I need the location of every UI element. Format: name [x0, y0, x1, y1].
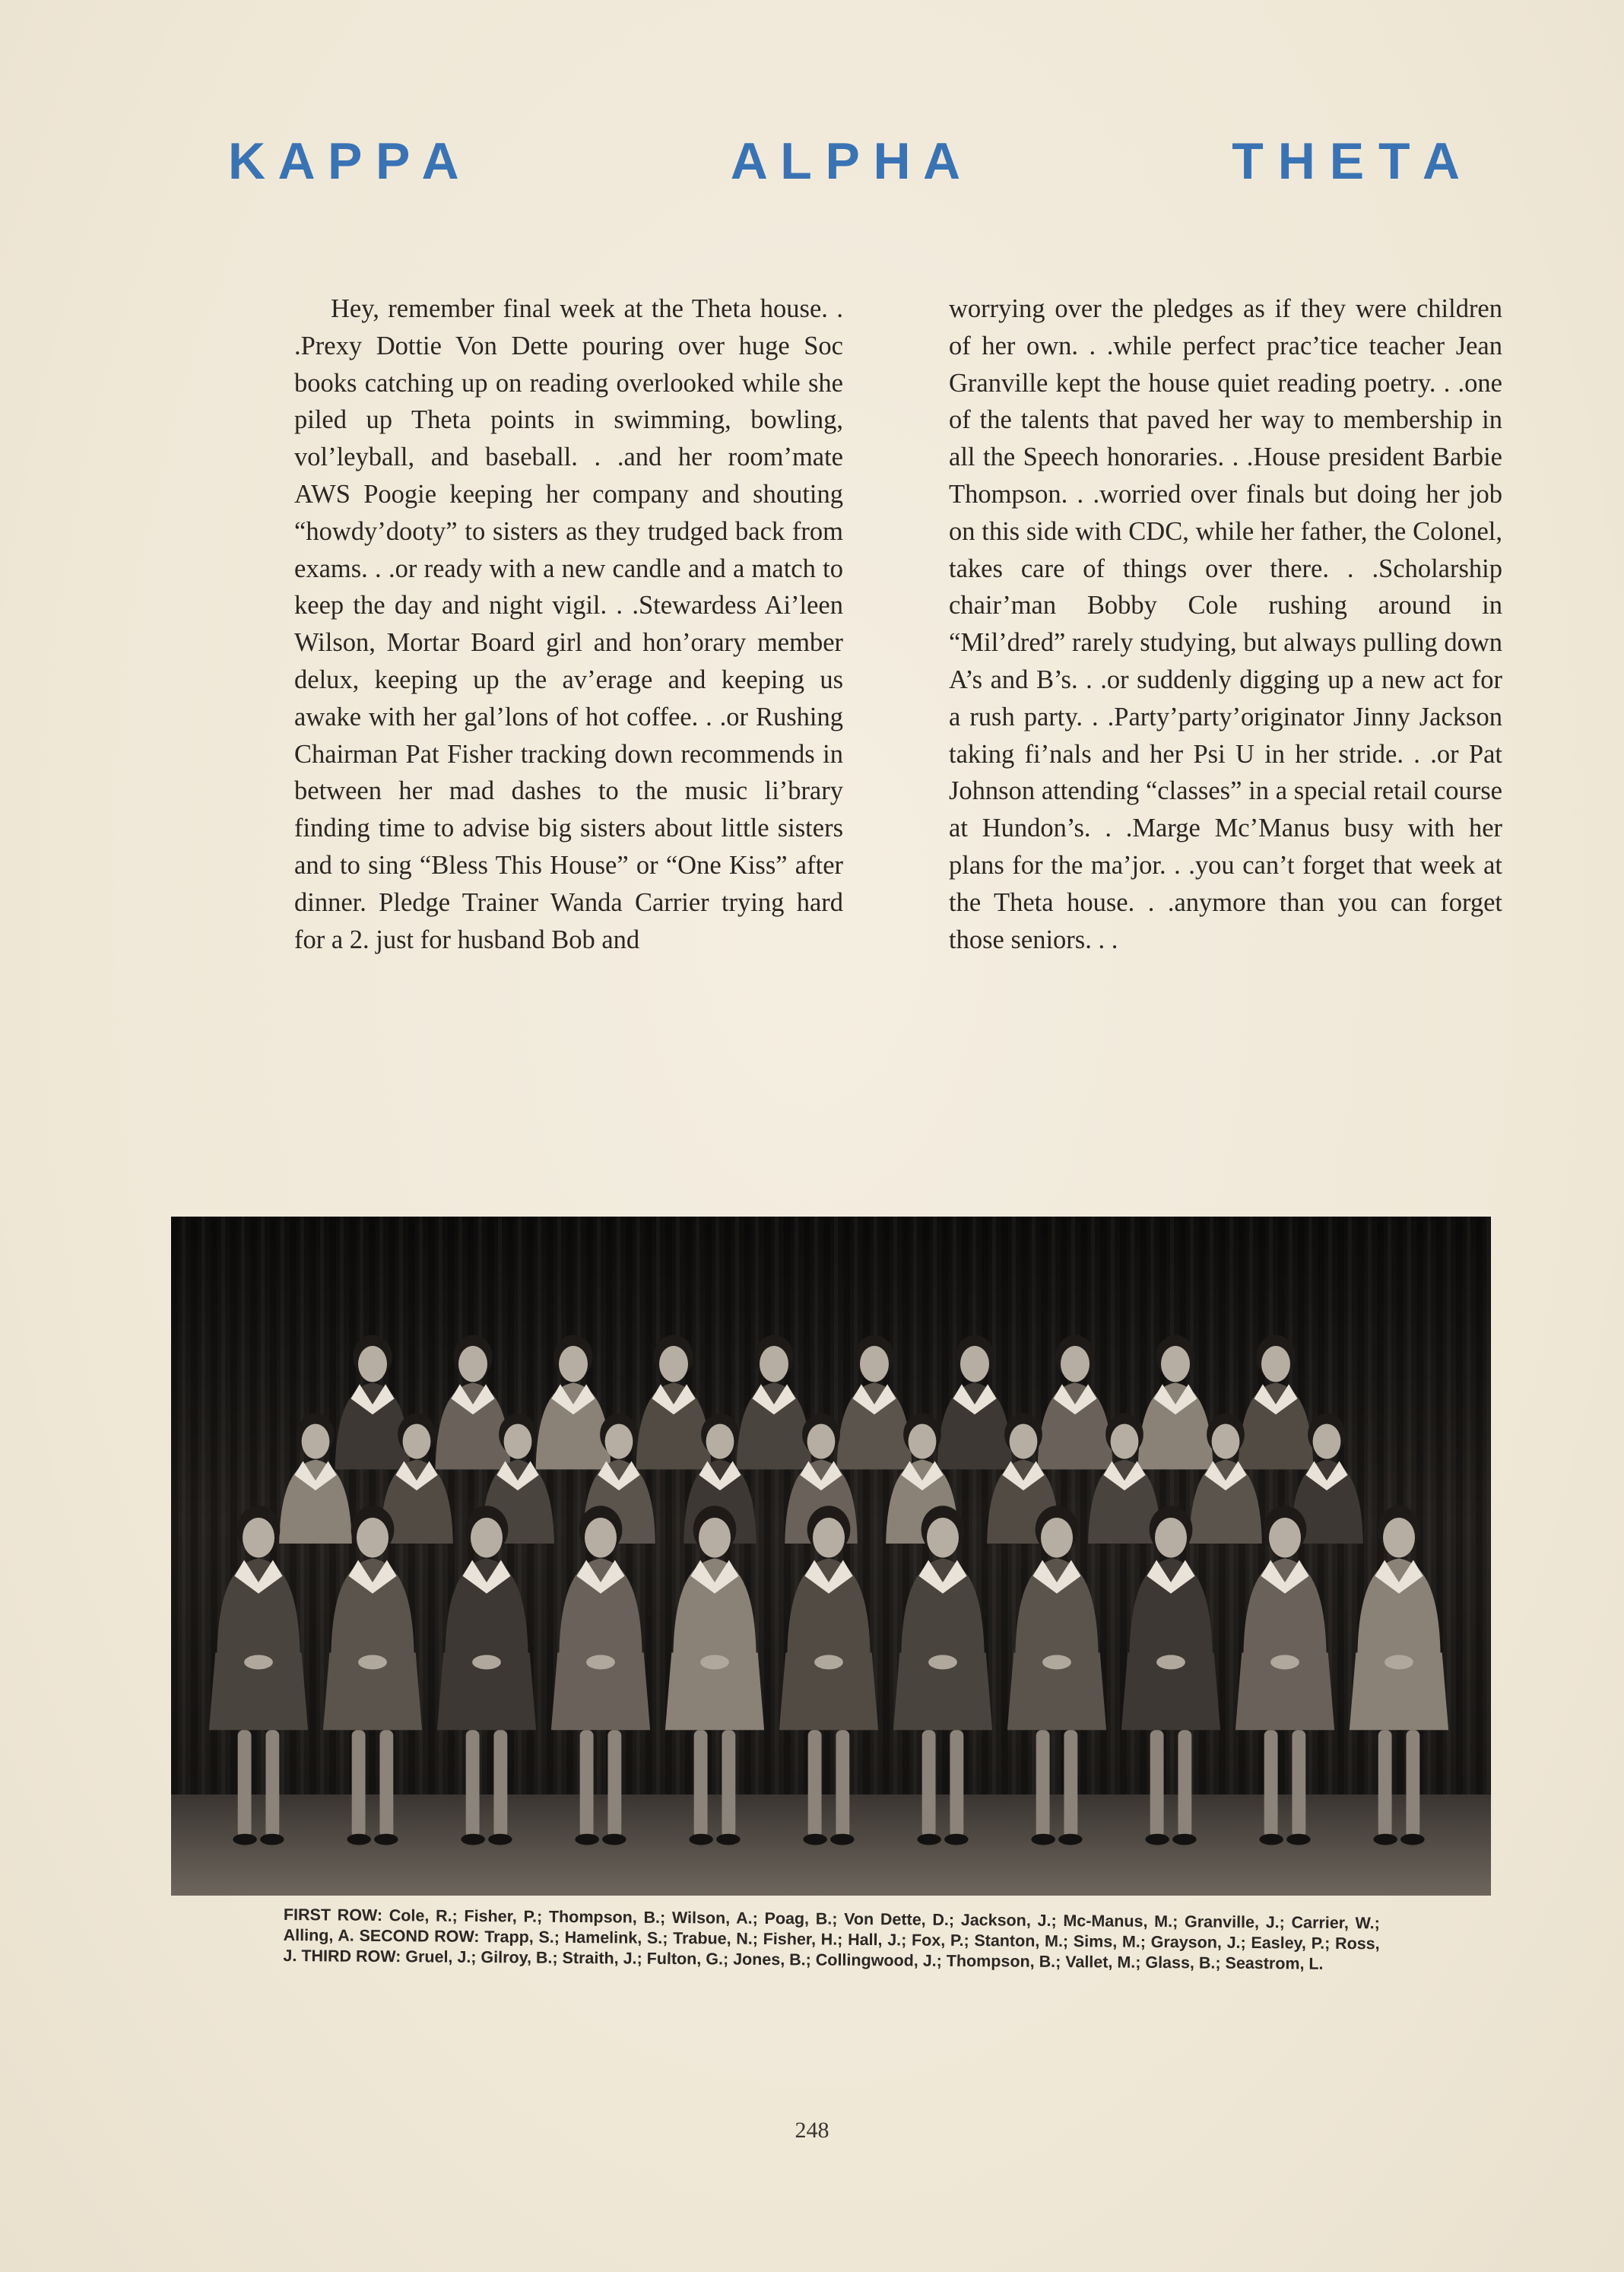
group-photo	[171, 1217, 1491, 1896]
page-title	[228, 132, 1460, 190]
group-photo-illustration	[171, 1217, 1491, 1896]
photo-caption: FIRST ROW: Cole, R.; Fisher, P.; Thompson, B.; Wilson, A.; Poag, B.; Von Dette, D.; Jackson, J.; Mc-Manus, M.; Granville, J.; Carrier, W.; Alling, A. SECOND ROW: Trapp, S.; Hamelink, S.; Trabue, N.; Fisher, H.; Hall, J.; Fox, P.; Stanton, M.; Sims, M.; Grayson, J.; Easley, P.; Ross, J. THIRD ROW: Gruel, J.; Gilroy, B.; Straith, J.; Fulton, G.; Jones, B.; Collingwood, J.; Thompson, B.; Vallet, M.; Glass, B.; Seastrom, L.	[283, 1905, 1380, 1973]
left-text-column: Hey, remember final week at the Theta house. . .Prexy Dottie Von Dette pouring over huge Soc books catching up on reading overlooked while she piled up Theta points in swimming, bowling, vol’leyball, and baseball. . .and her room’mate AWS Poogie keeping her company and shouting “howdy’dooty” to sisters as they trudged back from exams. . .or ready with a new candle and a match to keep the day and night vigil. . .Stewardess Ai’leen Wilson, Mortar Board girl and hon’orary member delux, keeping up the av’erage and keeping us awake with her gal’lons of hot coffee. . .or Rushing Chairman Pat Fisher tracking down recommends in between her mad dashes to the music li’brary finding time to advise big sisters about little sisters and to sing “Bless This House” or “One Kiss” after dinner. Pledge Trainer Wanda Carrier trying hard for a 2. just for husband Bob and	[294, 294, 843, 954]
title-word-theta: T H E T A	[1232, 132, 1460, 190]
title-word-kappa: K A P P A	[228, 132, 459, 190]
right-text-column: worrying over the pledges as if they were children of her own. . .while perfect prac’tice teacher Jean Granville kept the house quiet reading poetry. . .one of the talents that paved her way to membership in all the Speech honoraries. . .House president Barbie Thompson. . .worried over finals but doing her job on this side with CDC, while her father, the Colonel, takes care of things over there. . .Scholarship chair’man Bobby Cole rushing around in “Mil’dred” rarely studying, but always pulling down A’s and B’s. . .or suddenly digging up a new act for a rush party. . .Party’party’originator Jinny Jackson taking fi’nals and her Psi U in her stride. . .or Pat Johnson attending “classes” in a special retail course at Hundon’s. . .Marge Mc’Manus busy with her plans for the ma’jor. . .you can’t forget that week at the Theta house. . .anymore than you can forget those seniors. . .	[949, 294, 1502, 954]
title-word-alpha: A L P H A	[730, 132, 961, 190]
page-number: 248	[795, 2118, 829, 2143]
